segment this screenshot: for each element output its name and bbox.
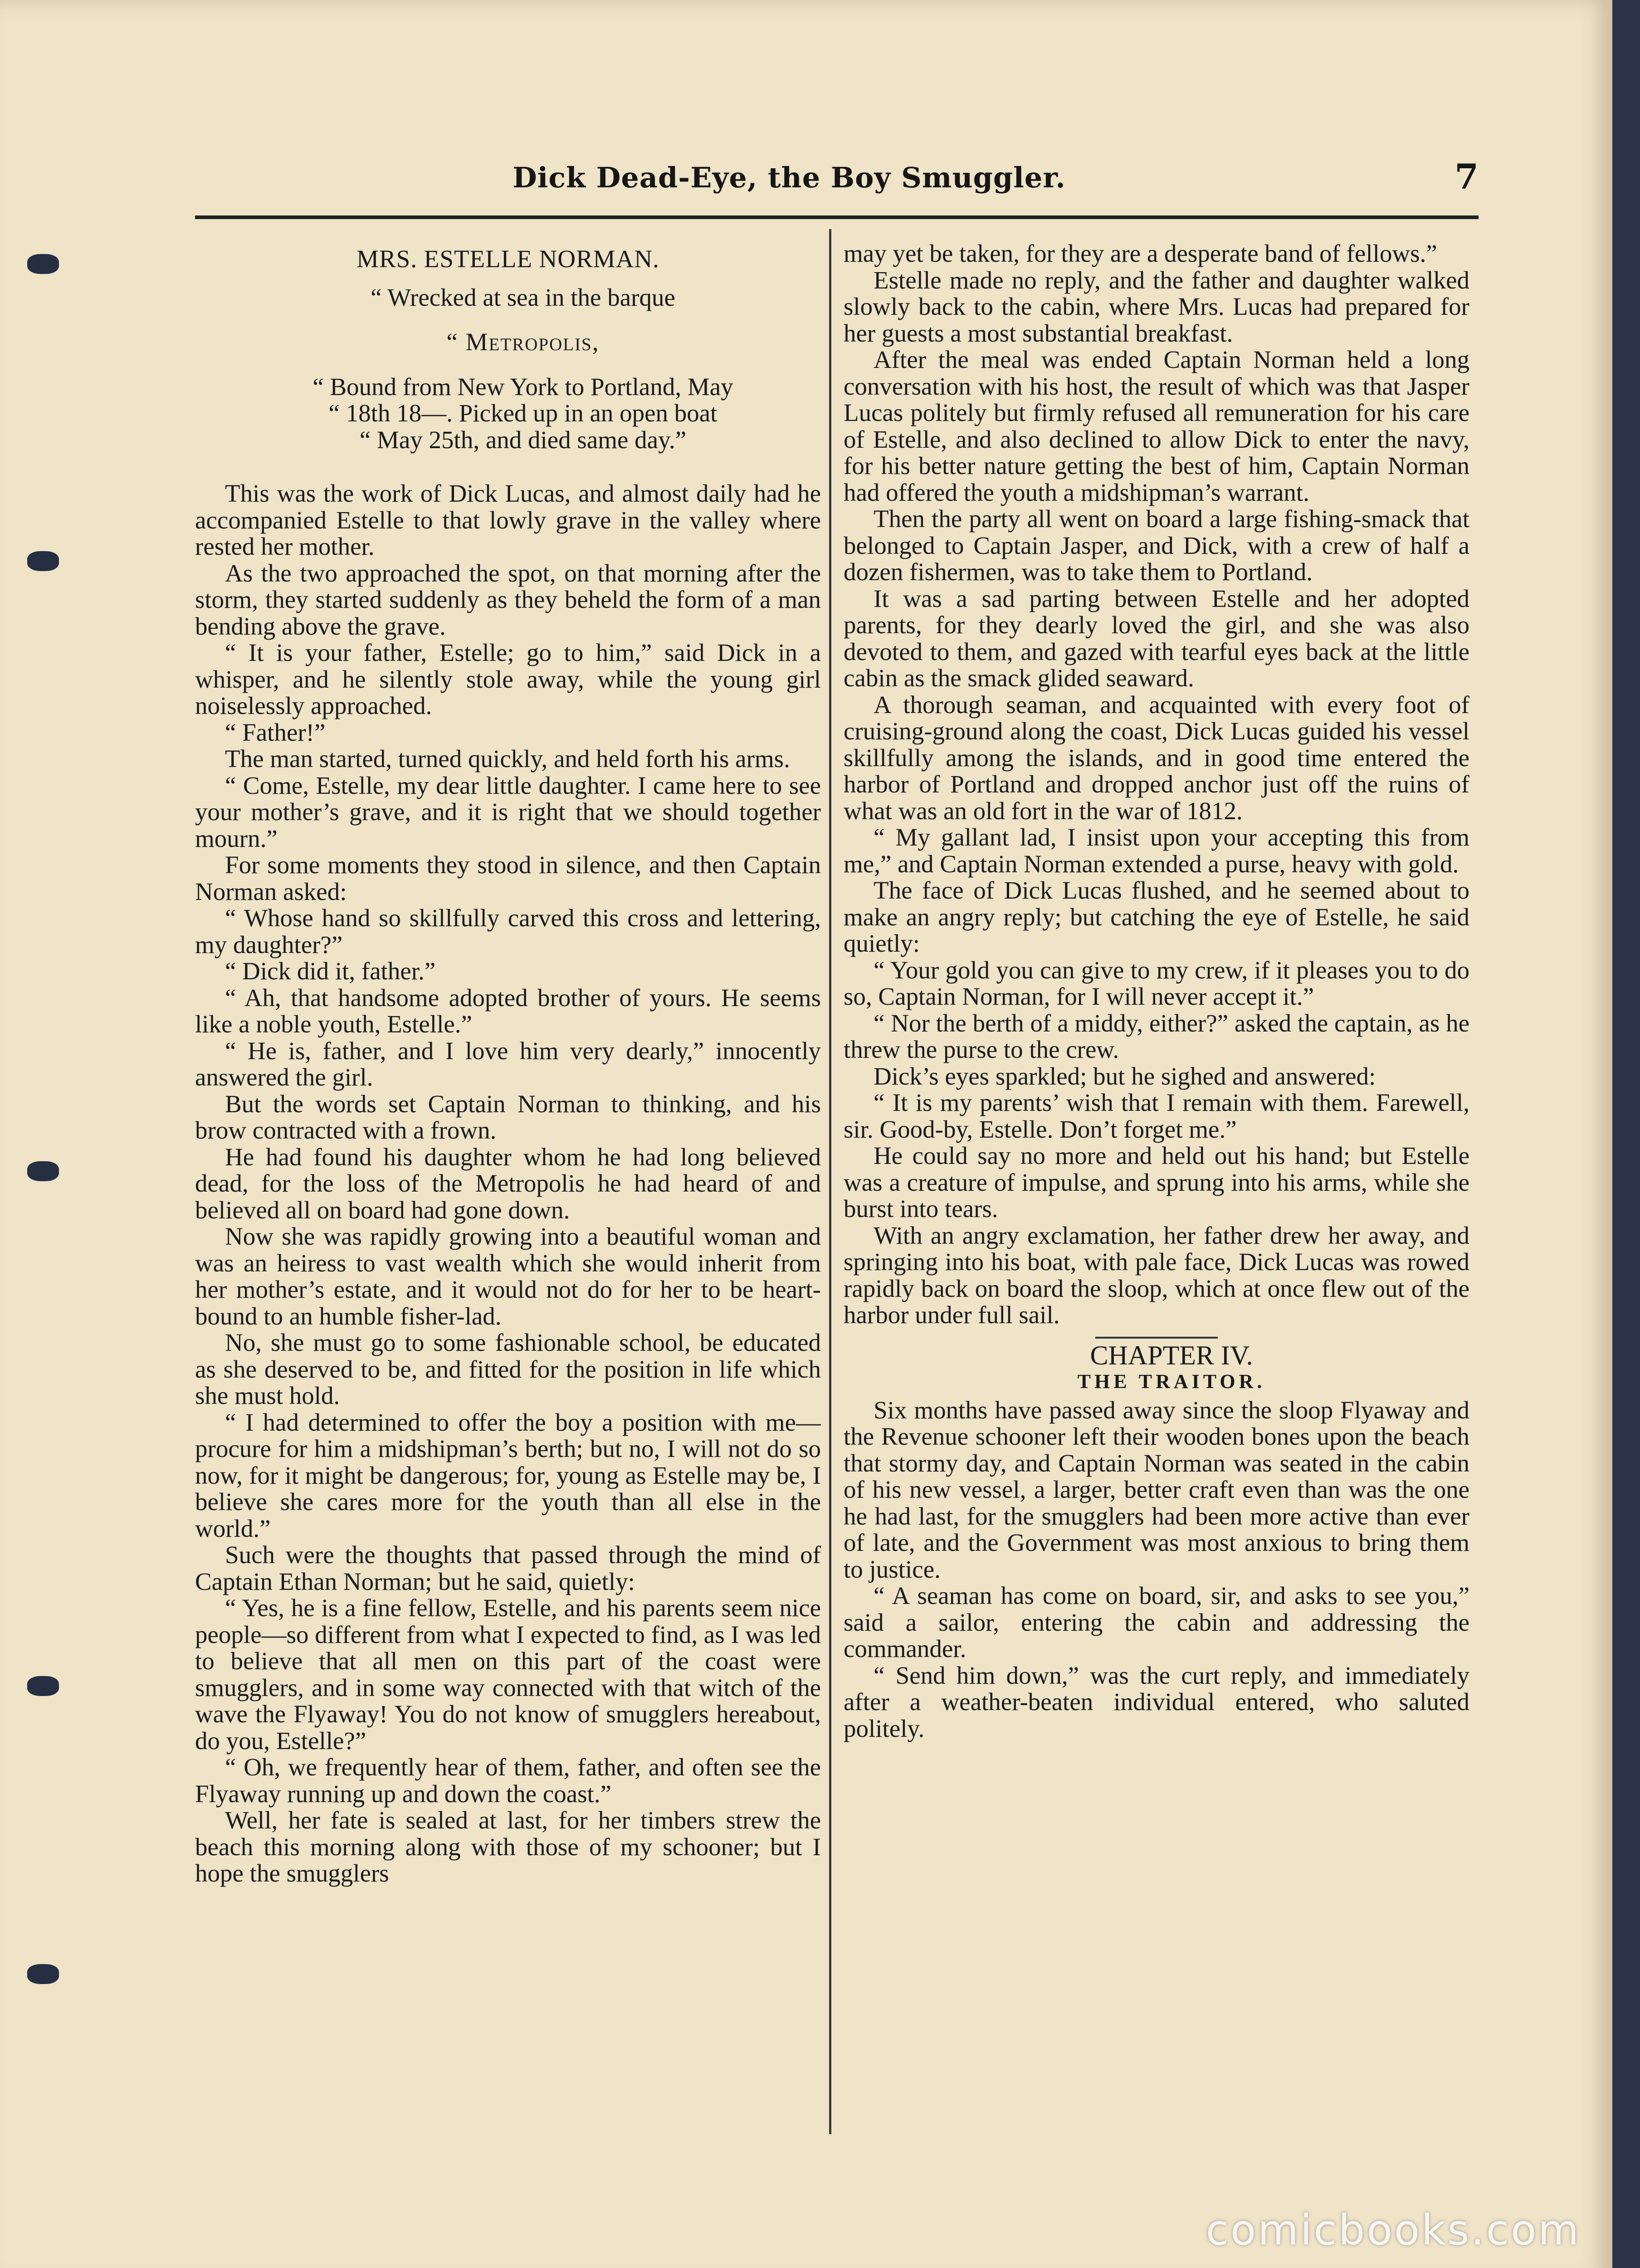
binding-hole bbox=[27, 551, 59, 571]
paragraph: But the words set Captain Norman to thinking, and his brow contracted with a frown. bbox=[195, 1090, 821, 1144]
paragraph: “ Send him down,” was the curt reply, and immediately after a weather-beaten individual entered, who saluted politely. bbox=[844, 1661, 1469, 1742]
right-column bbox=[844, 240, 1469, 2155]
chapter-title: CHAPTER IV. bbox=[1090, 1340, 1253, 1370]
paragraph: may yet be taken, for they are a desperate band of fellows.” bbox=[844, 240, 1437, 267]
spacer bbox=[195, 311, 821, 329]
column-divider bbox=[829, 229, 831, 2134]
paragraph: Six months have passed away since the sloop Flyaway and the Revenue schooner left their wooden bones upon the beach that stormy day, and Captain Norman was seated in the cabin of his new vessel, a larger, better craft even than was the one he had last, for the smugglers had been more active than ever of late, and the Government was most anxious to bring them to justice. bbox=[844, 1396, 1469, 1583]
paragraph: “ It is your father, Estelle; go to him,” said Dick in a whisper, and he silently stole away, while the young girl noiselessly approached. bbox=[195, 639, 821, 719]
binding-hole bbox=[27, 254, 59, 274]
paragraph: Estelle made no reply, and the father and daughter walked slowly back to the cabin, where Mrs. Lucas had prepared for her guests a most substantial breakfast. bbox=[844, 266, 1469, 347]
paragraph: Dick’s eyes sparkled; but he sighed and answered: bbox=[874, 1062, 1376, 1090]
paragraph: The man started, turned quickly, and held forth his arms. bbox=[225, 745, 790, 772]
paragraph: No, she must go to some fashionable school, be educated as she deserved to be, and fitted for the position in life which she must hold. bbox=[195, 1329, 821, 1409]
left-paragraphs bbox=[195, 480, 821, 1887]
paragraph: He could say no more and held out his hand; but Estelle was a creature of impulse, and sprung into his arms, while she burst into tears. bbox=[844, 1142, 1469, 1222]
paragraph: “ Your gold you can give to my crew, if it pleases you to do so, Captain Norman, for I will never accept it.” bbox=[844, 956, 1469, 1010]
inscription-line: “ Wrecked at sea in the barque bbox=[371, 283, 675, 311]
chapter-subtitle: THE TRAITOR. bbox=[1077, 1370, 1266, 1393]
right-paragraphs-before bbox=[844, 240, 1469, 1329]
paragraph: He had found his daughter whom he had long believed dead, for the loss of the Metropolis he had heard of and believed all on board had gone down. bbox=[195, 1143, 821, 1224]
spacer bbox=[195, 356, 821, 374]
binding-hole bbox=[27, 1676, 59, 1696]
paragraph: Well, her fate is sealed at last, for her timbers strew the beach this morning along with those of my schooner; but I hope the smugglers bbox=[195, 1806, 821, 1887]
paragraph: “ Come, Estelle, my dear little daughter. I came here to see your mother’s grave, and it is right that we should together mourn.” bbox=[195, 771, 821, 852]
chapter-rule bbox=[1095, 1337, 1218, 1339]
left-column bbox=[195, 240, 821, 2155]
inscription-line: “ Bound from New York to Portland, May bbox=[312, 372, 733, 401]
paragraph: After the meal was ended Captain Norman held a long conversation with his host, the result of which was that Jasper Lucas politely but firmly refused all remuneration for his care of Estelle, and also declined to allow Dick to enter the navy, for his better nature getting the best of him, Captain Norman had offered the youth a midshipman’s warrant. bbox=[844, 346, 1469, 506]
paragraph: “ Dick did it, father.” bbox=[225, 957, 436, 985]
paragraph: Now she was rapidly growing into a beautiful woman and was an heiress to vast wealth which she would inherit from her mother’s estate, and it would not do for her to be heart-bound to an humble fisher-lad. bbox=[195, 1222, 821, 1330]
paragraph: “ Ah, that handsome adopted brother of yours. He seems like a noble youth, Estelle.” bbox=[195, 983, 821, 1038]
right-paragraphs-after bbox=[844, 1397, 1469, 1742]
inscription-heading: MRS. ESTELLE NORMAN. bbox=[356, 245, 659, 273]
binding-hole bbox=[27, 1161, 59, 1181]
paragraph: “ A seaman has come on board, sir, and asks to see you,” said a sailor, entering the cabin and addressing the commander. bbox=[844, 1582, 1469, 1662]
paragraph: “ Oh, we frequently hear of them, father, and often see the Flyaway running up and down the coast.” bbox=[195, 1753, 821, 1808]
spacer bbox=[195, 453, 821, 480]
paragraph: For some moments they stood in silence, and then Captain Norman asked: bbox=[195, 851, 821, 905]
paragraph: A thorough seaman, and acquainted with every foot of cruising-ground along the coast, Dick Lucas guided his vessel skillfully among the islands, and in good time entered the harbor of Portland and dropped anchor just off the ruins of what was an old fort in the war of 1812. bbox=[844, 690, 1469, 825]
paragraph: It was a sad parting between Estelle and her adopted parents, for they dearly loved the girl, and she was also devoted to them, and gazed with tearful eyes back at the little cabin as the smack glided seaward. bbox=[844, 584, 1469, 692]
paragraph: “ He is, father, and I love him very dearly,” innocently answered the girl. bbox=[195, 1036, 821, 1091]
binding-hole bbox=[27, 1964, 59, 1984]
paragraph: “ My gallant lad, I insist upon your accepting this from me,” and Captain Norman extended a purse, heavy with gold. bbox=[844, 823, 1469, 878]
paragraph: The face of Dick Lucas flushed, and he seemed about to make an angry reply; but catching the eye of Estelle, he said quietly: bbox=[844, 876, 1469, 957]
paragraph: Such were the thoughts that passed through the mind of Captain Ethan Norman; but he said, quietly: bbox=[195, 1541, 821, 1595]
paragraph: “ It is my parents’ wish that I remain with them. Farewell, sir. Good-by, Estelle. Don’t forget me.” bbox=[844, 1089, 1469, 1143]
paragraph: This was the work of Dick Lucas, and almost daily had he accompanied Estelle to that lowly grave in the valley where rested her mother. bbox=[195, 479, 821, 560]
paragraph: “ Whose hand so skillfully carved this cross and lettering, my daughter?” bbox=[195, 904, 821, 958]
page-header bbox=[195, 156, 1479, 219]
inscription-line: “ 18th 18—. Picked up in an open boat bbox=[328, 399, 718, 427]
paragraph: With an angry exclamation, her father drew her away, and springing into his boat, with pale face, Dick Lucas was rowed rapidly back on board the sloop, which at once flew out of the harbor under full sail. bbox=[844, 1221, 1469, 1329]
paragraph: Then the party all went on board a large fishing-smack that belonged to Captain Jasper, and Dick, with a crew of half a dozen fishermen, was to take them to Portland. bbox=[844, 505, 1469, 586]
paragraph: As the two approached the spot, on that morning after the storm, they started suddenly as they beheld the form of a man bending above the grave. bbox=[195, 559, 821, 640]
inscription-line: “ Metropolis, bbox=[446, 328, 600, 356]
paragraph: “ Father!” bbox=[225, 718, 326, 746]
inscription-line: “ May 25th, and died same day.” bbox=[359, 425, 687, 454]
paragraph: “ Nor the berth of a middy, either?” asked the captain, as he threw the purse to the crew. bbox=[844, 1009, 1469, 1063]
paragraph: “ I had determined to offer the boy a position with me—procure for him a midshipman’s berth; but no, I will not do so now, for it might be dangerous; for, young as Estelle may be, I believe she cares more for the youth than all else in the world.” bbox=[195, 1408, 821, 1542]
page-number: 7 bbox=[1455, 156, 1479, 197]
watermark: comicbooks.com bbox=[1206, 2206, 1581, 2254]
running-title: Dick Dead-Eye, the Boy Smuggler. bbox=[512, 161, 1066, 194]
paragraph: “ Yes, he is a fine fellow, Estelle, and his parents seem nice people—so different from what I expected to find, as I was led to believe that all men on this part of the coast were smugglers, and in some way connected with that witch of the wave the Flyaway! You do not know of smugglers hereabout, do you, Estelle?” bbox=[195, 1594, 821, 1755]
